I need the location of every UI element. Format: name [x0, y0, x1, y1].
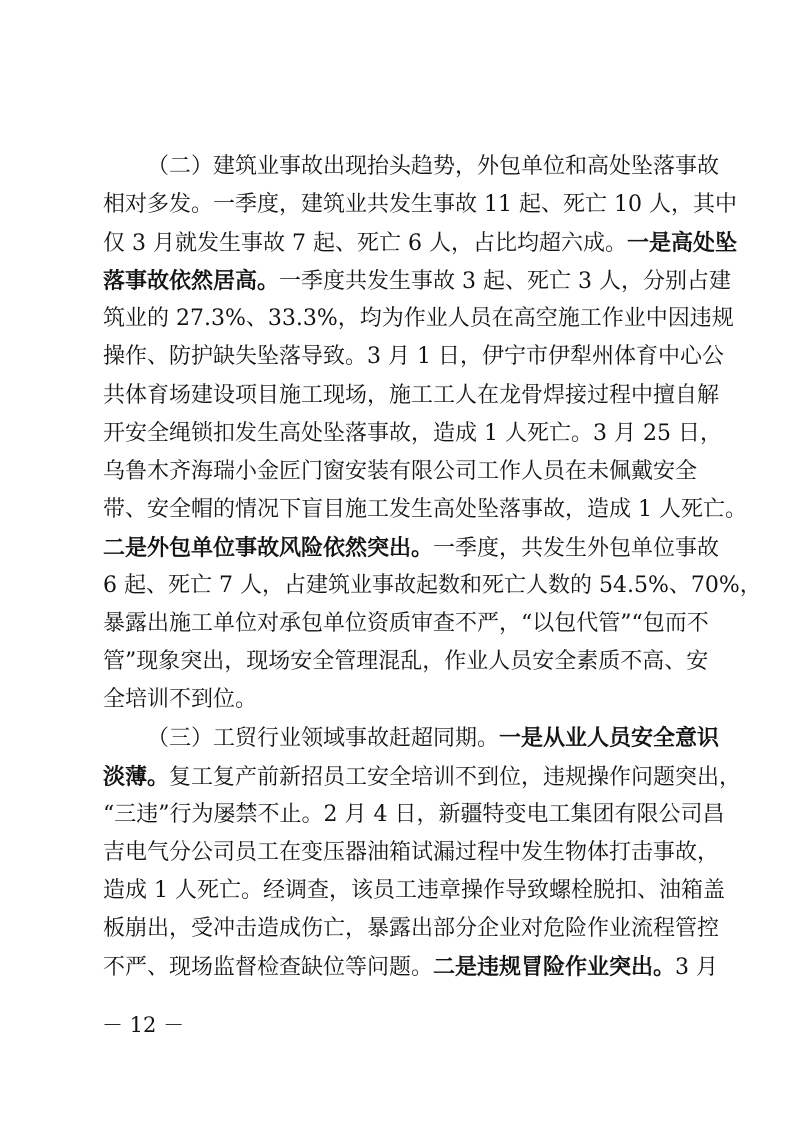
bold-emphasis: 落事故依然居高。: [103, 268, 280, 295]
text-line: [103, 415, 722, 453]
text-line: [103, 948, 719, 986]
line-text: 一季度共发生事故 3 起、死亡 3 人，分别占建: [279, 269, 731, 295]
text-line: [103, 491, 747, 529]
text-line: [103, 377, 720, 415]
line-text: 6 起、死亡 7 人，占建筑业事故起数和死亡人数的 54.5%、70%，: [103, 573, 762, 599]
line-text: 开安全绳锁扣发生高处坠落事故，造成 1 人死亡。3 月 25 日，: [103, 420, 722, 446]
bold-emphasis: 一是从业人员安全意识: [499, 725, 720, 752]
line-text: 乌鲁木齐海瑞小金匠门窗安装有限公司工作人员在未佩戴安全: [103, 458, 698, 484]
text-line: [103, 529, 720, 567]
line-text: 带、安全帽的情况下盲目施工发生高处坠落事故，造成 1 人死亡。: [103, 496, 747, 522]
bold-emphasis: 一是高处坠: [626, 230, 737, 257]
text-line: [103, 338, 724, 376]
bold-emphasis: 二是违规冒险作业突出。: [433, 953, 676, 980]
line-text: 仅 3 月就发生事故 7 起、死亡 6 人，占比均超六成。: [103, 231, 627, 257]
page-number: － 12 －: [102, 1013, 185, 1037]
text-line: [103, 643, 709, 681]
line-text: 一季度，共发生外包单位事故: [433, 535, 720, 561]
text-line: [103, 910, 720, 948]
line-text: “三违”行为屡禁不止。2 月 4 日，新疆特变电工集团有限公司昌: [103, 801, 725, 827]
line-text: （三）工贸行业领域事故赶超同期。: [147, 726, 500, 752]
text-line: [103, 834, 720, 872]
text-line: [103, 567, 762, 605]
text-line: [103, 681, 693, 719]
line-text: 不严、现场监督检查缺位等问题。: [103, 954, 434, 980]
text-line: [103, 453, 698, 491]
line-text: 板崩出，受冲击造成伤亡，暴露出部分企业对危险作业流程管控: [103, 915, 720, 941]
bold-emphasis: 淡薄。: [103, 763, 170, 790]
text-line: [103, 758, 742, 796]
line-text: （二）建筑业事故出现抬头趋势，外包单位和高处坠落事故: [147, 154, 720, 179]
text-line: [103, 262, 731, 300]
line-text: 筑业的 27.3%、33.3%，均为作业人员在高空施工作业中因违规: [103, 306, 734, 332]
line-text: 管”现象突出，现场安全管理混乱，作业人员安全素质不高、安: [103, 649, 709, 675]
text-line: [103, 719, 720, 757]
body-text: [103, 148, 762, 986]
text-line: [103, 148, 720, 186]
line-text: 暴露出施工单位对承包单位资质审查不严，“以包代管”“包而不: [103, 611, 709, 637]
line-text: 全培训不到位。: [103, 687, 258, 713]
text-line: [103, 872, 725, 910]
line-text: 共体育场建设项目施工现场，施工工人在龙骨焊接过程中擅自解: [103, 382, 720, 408]
text-line: [103, 224, 737, 262]
text-line: [103, 300, 734, 338]
line-text: 3 月: [675, 954, 719, 980]
bold-emphasis: 二是外包单位事故风险依然突出。: [103, 534, 434, 561]
line-text: 操作、防护缺失坠落导致。3 月 1 日，伊宁市伊犁州体育中心公: [103, 344, 724, 370]
line-text: 相对多发。一季度，建筑业共发生事故 11 起、死亡 10 人，其中: [103, 192, 737, 218]
text-line: [103, 605, 709, 643]
line-text: 复工复产前新招员工安全培训不到位，违规操作问题突出，: [169, 764, 742, 790]
text-line: [103, 796, 725, 834]
line-text: 造成 1 人死亡。经调查，该员工违章操作导致螺栓脱扣、油箱盖: [103, 877, 725, 903]
text-line: [103, 186, 737, 224]
line-text: 吉电气分公司员工在变压器油箱试漏过程中发生物体打击事故，: [103, 839, 720, 865]
